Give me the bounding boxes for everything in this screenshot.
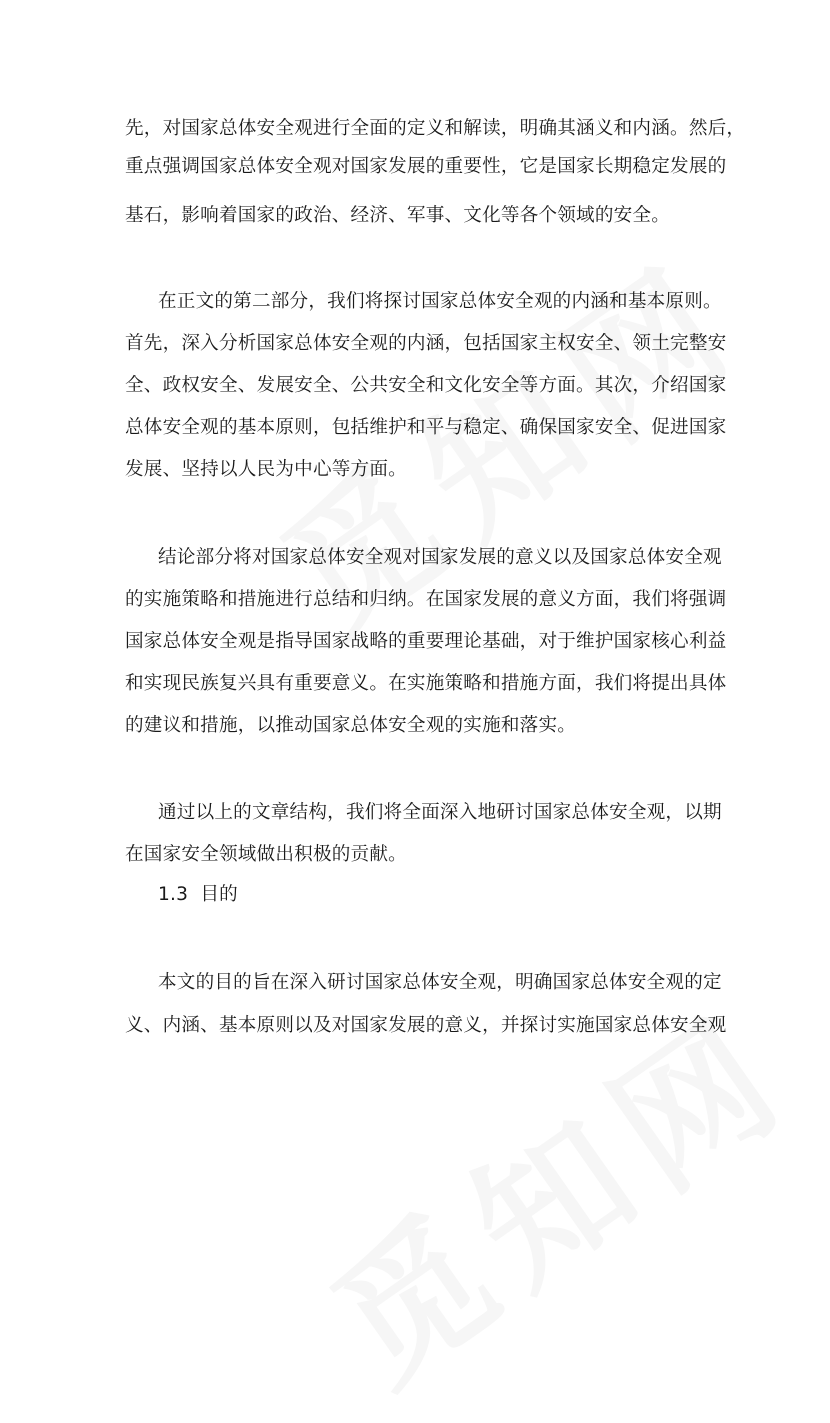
paragraph-line: 的建议和措施，以推动国家总体安全观的实施和落实。 bbox=[125, 715, 577, 736]
paragraph-line: 国家总体安全观是指导国家战略的重要理论基础，对于维护国家核心利益 bbox=[125, 631, 727, 652]
paragraph-line: 基石，影响着国家的政治、经济、军事、文化等各个领域的安全。 bbox=[125, 205, 671, 226]
paragraph-line: 在正文的第二部分，我们将探讨国家总体安全观的内涵和基本原则。 bbox=[158, 291, 722, 312]
paragraph-line: 义、内涵、基本原则以及对国家发展的意义，并探讨实施国家总体安全观 bbox=[125, 1015, 727, 1036]
paragraph-line: 结论部分将对国家总体安全观对国家发展的意义以及国家总体安全观 bbox=[158, 547, 722, 568]
paragraph-line: 首先，深入分析国家总体安全观的内涵，包括国家主权安全、领土完整安 bbox=[125, 333, 727, 354]
paragraph-line: 本文的目的旨在深入研讨国家总体安全观，明确国家总体安全观的定 bbox=[158, 972, 722, 993]
paragraph-line: 先，对国家总体安全观进行全面的定义和解读，明确其涵义和内涵。然后， bbox=[125, 118, 746, 139]
section-heading: 1.3 目的 bbox=[158, 884, 238, 905]
paragraph-line: 总体安全观的基本原则，包括维护和平与稳定、确保国家安全、促进国家 bbox=[125, 417, 727, 438]
paragraph-line: 发展、坚持以人民为中心等方面。 bbox=[125, 459, 407, 480]
paragraph-line: 通过以上的文章结构，我们将全面深入地研讨国家总体安全观，以期 bbox=[158, 802, 722, 823]
paragraph-line: 在国家安全领域做出积极的贡献。 bbox=[125, 844, 407, 865]
paragraph-line: 的实施策略和措施进行总结和归纳。在国家发展的意义方面，我们将强调 bbox=[125, 589, 727, 610]
paragraph-line: 重点强调国家总体安全观对国家发展的重要性，它是国家长期稳定发展的 bbox=[125, 156, 727, 177]
paragraph-line: 全、政权安全、发展安全、公共安全和文化安全等方面。其次，介绍国家 bbox=[125, 375, 727, 396]
paragraph-line: 和实现民族复兴具有重要意义。在实施策略和措施方面，我们将提出具体 bbox=[125, 673, 727, 694]
